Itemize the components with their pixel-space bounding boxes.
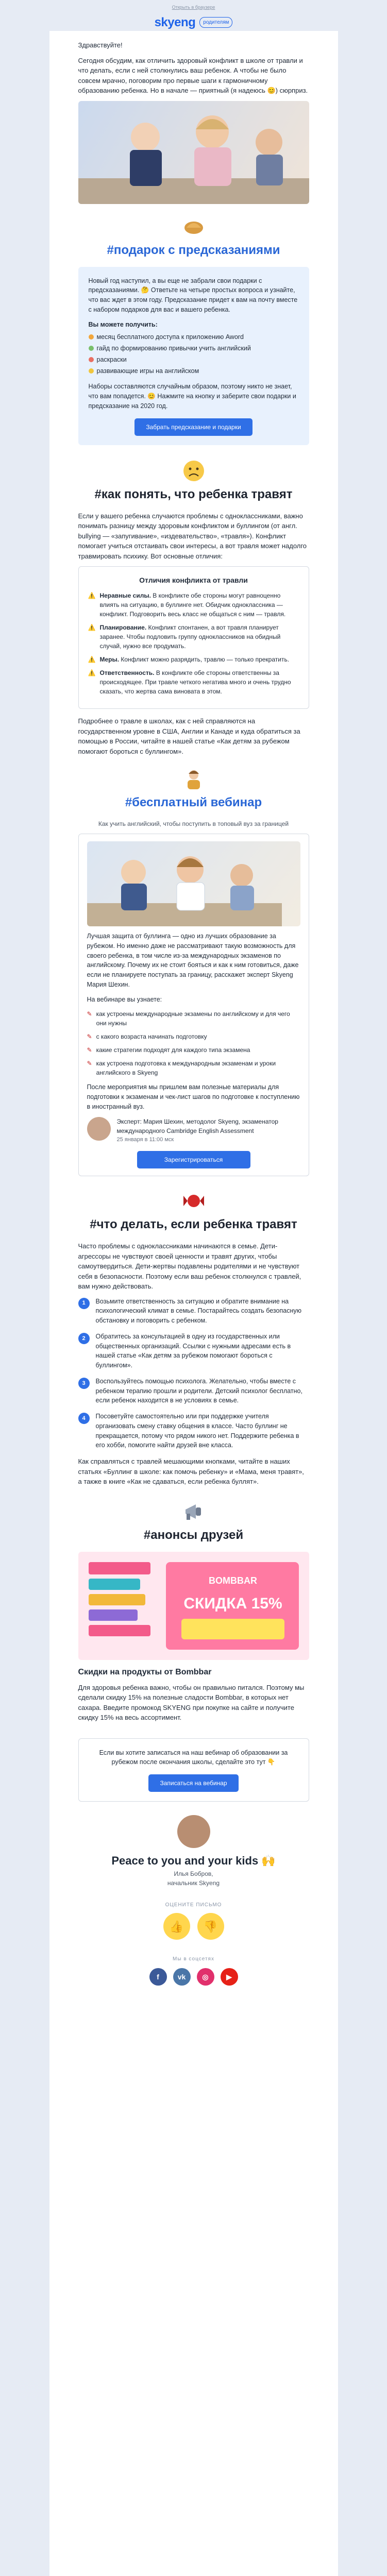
email-header [0, 0, 387, 31]
webinar-box [78, 834, 309, 1176]
greeting: Здравствуйте! [78, 41, 123, 49]
webinar-subtitle: Как учить английский, чтобы поступить в топовый вуз за границей [98, 820, 289, 827]
list-item: месяц бесплатного доступа к приложению Aword [89, 332, 299, 342]
bullying-title: #как понять, что ребенка травят [94, 487, 293, 501]
rate-label: ОЦЕНИТЕ ПИСЬМО [165, 1902, 222, 1908]
avatar [87, 1117, 111, 1141]
pencil-icon: ✎ [87, 1060, 92, 1067]
instagram-icon[interactable]: ◎ [197, 1968, 214, 1986]
what-to-do-text: Часто проблемы с одноклассниками начинаются в семье. Дети-агрессоры не чувствуют своей ценности и травят других, чтобы самоутвердиться. Дети-жертвы подавлены родителями и не чувствуют себя в безопасности. Поэтому если ваш ребенок столкнулся с травлей, вам нужно действовать. [78, 1242, 301, 1290]
bullet-icon [89, 368, 94, 374]
warning-icon: ⚠️ [88, 669, 96, 676]
step-number: 2 [78, 1333, 90, 1344]
dislike-button[interactable]: 👎 [197, 1913, 224, 1940]
list-item: 3 Воспользуйтесь помощью психолога. Желательно, чтобы вместе с ребенком терапию прошли и родители. Детский психолог бесплатно, если ребенок находится в не условиях в семье. [78, 1377, 309, 1405]
what-to-do-articles: Как справляться с травлей мешающими кнопками, читайте в наших статьях «Буллинг в школе: как помочь ребенку» и «Мама, меня травят», а также в книге «Как не сдаваться, если ребенка буллят». [78, 1458, 304, 1485]
list-item: ⚠️ Ответственность. В конфликте обе стороны ответственны за происходящее. При травле четкого негатива много и очень трудно сказать, что жертва сама виновата в этом. [88, 669, 291, 695]
webinar-text: Лучшая защита от буллинга — одно из лучших образование за рубежом. Но именно даже не рассматривают такую возможность для своего ребенка, в том числе из-за международных экзаменов по английскому. Почему их не стоит бояться и как к ним готовиться, даже если не планируете поступать за границу, расскажет эксперт Skyeng Мария Шехин. [87, 933, 299, 988]
like-button[interactable]: 👍 [163, 1913, 190, 1940]
warning-icon: ⚠️ [88, 592, 96, 599]
signer-name: Илья Бобров, [174, 1870, 213, 1877]
get-gift-button[interactable]: Забрать предсказание и подарки [134, 418, 252, 436]
bombbar-heading: Скидки на продукты от Bombbar [78, 1667, 212, 1676]
step-number: 3 [78, 1378, 90, 1389]
pencil-icon: ✎ [87, 1010, 92, 1018]
sad-face-icon [78, 460, 309, 482]
bullet-icon [89, 334, 94, 340]
webinar-date: 25 января в 11:00 мск [116, 1136, 174, 1143]
parents-badge: родителям [199, 17, 232, 28]
social-label: Мы в соцсетях [173, 1956, 214, 1962]
teacher-icon [78, 768, 309, 790]
gift-box [78, 267, 309, 445]
footer-title: Peace to you and your kids 🙌 [111, 1854, 276, 1867]
pencil-icon: ✎ [87, 1033, 92, 1041]
step-number: 4 [78, 1413, 90, 1424]
list-item: раскраски [89, 355, 299, 365]
pencil-icon: ✎ [87, 1046, 92, 1054]
webinar-photo [87, 841, 300, 926]
list-item: ✎ с какого возраста начинать подготовку [87, 1033, 207, 1041]
classroom-image [78, 101, 309, 204]
rate-buttons [78, 1913, 309, 1940]
students-image [87, 841, 282, 926]
facebook-icon[interactable]: f [149, 1968, 167, 1986]
list-item: гайд по формированию привычки учить английский [89, 344, 299, 353]
expert-info: Эксперт: Мария Шехин, методолог Skyeng, экзаменатор международного Cambridge English Assessment [116, 1117, 278, 1134]
webinar-signup-box [78, 1738, 309, 1802]
banner-discount: СКИДКА 15% [183, 1595, 282, 1612]
fortune-cookie-icon [78, 215, 309, 238]
step-number: 1 [78, 1298, 90, 1309]
bullying-text: Если у вашего ребенка случаются проблемы с одноклассниками, важно понимать разницу между здоровым конфликтом и буллингом (от англ. bullying — «запугивание», «издевательство», «травля»). Конфликт помогает учиться отстаивать свои интересы, а вот травля может надолго травмировать психику. Вот основные отличия: [78, 512, 307, 560]
gift-list [89, 332, 299, 376]
gift-text: Новый год наступил, а вы еще не забрали свои подарки с предсказаниями. 🤔 Ответьте на четыре простых вопроса и узнайте, что вас ждет в этом году. Предсказание придет к вам на почту вместе с набором подарков для вас и вашего ребенка. [88, 277, 298, 313]
list-item: 2 Обратитесь за консультацией в одну из государственных или общественных организаций. Ссылки с нужными адресами есть в нашей статье «Как детям за рубежом помогают бороться с буллингом». [78, 1332, 309, 1370]
list-item: 4 Посоветуйте самостоятельно или при поддержке учителя организовать смену ставку общения в классе. Часто буллинг не прекращается, потому что рядом никого нет. Поддержите ребенка в его хобби, помогите найти друзей вне класса. [78, 1412, 309, 1450]
signup-webinar-button[interactable]: Записаться на вебинар [148, 1774, 238, 1792]
steps-list [78, 1297, 309, 1451]
webinar-list [87, 1009, 300, 1077]
signer-role: начальник Skyeng [167, 1879, 220, 1887]
list-item: ✎ как устроена подготовка к международным экзаменам и уроки английского в Skyeng [87, 1060, 276, 1077]
list-item: ⚠️ Меры. Конфликт можно разрядить, травлю — только прекратить. [88, 656, 290, 663]
bullet-icon [89, 346, 94, 351]
list-item: ⚠️ Планирование. Конфликт спонтанен, а вот травля планирует заранее. Чтобы подловить группу одноклассников на обидный случай, нужно все продумать. [88, 624, 281, 650]
gift-text-2: Наборы составляются случайным образом, поэтому никто не знает, что вам попадется. 😊 Нажмите на кнопку и заберите свои подарки и предсказание на 2020 год. [88, 383, 296, 410]
gift-list-title: Вы можете получить: [88, 320, 158, 328]
gift-title: #подарок с предсказаниями [107, 243, 280, 257]
signer-avatar [78, 1815, 309, 1848]
expert-block [87, 1117, 300, 1144]
youtube-icon[interactable]: ▶ [221, 1968, 238, 1986]
box-title: Отличия конфликта от травли [139, 576, 248, 584]
intro-photo [78, 101, 309, 204]
vk-icon[interactable]: vk [173, 1968, 191, 1986]
warning-icon: ⚠️ [88, 624, 96, 631]
social-links [78, 1968, 309, 1986]
list-item: ✎ какие стратегии подходят для каждого типа экзамена [87, 1046, 250, 1054]
banner-brand: BOMBBAR [208, 1575, 257, 1586]
bullet-icon [89, 357, 94, 362]
bombbar-text: Для здоровья ребенка важно, чтобы он правильно питался. Поэтому мы сделали скидку 15% на полезные сладости Bombbar, в которых нет сахара. Введите промокод SKYENG при покупке на сайте и получите скидку 15% на весь ассортимент. [78, 1683, 305, 1721]
megaphone-icon [78, 1500, 309, 1523]
bombbar-banner[interactable] [78, 1552, 309, 1660]
list-item: 1 Возьмите ответственность за ситуацию и обратите внимание на психологический климат в семье. Постарайтесь создать безопасную обстановку и поговорить с ребенком. [78, 1297, 309, 1326]
webinar-title: #бесплатный вебинар [125, 795, 262, 809]
skyeng-logo[interactable]: skyeng [154, 15, 196, 29]
open-in-browser-link[interactable]: Открыть в браузере [172, 5, 215, 10]
warning-icon: ⚠️ [88, 656, 96, 663]
list-item: ✎ как устроены международные экзамены по английскому и для чего они нужны [87, 1010, 290, 1027]
webinar-after-text: После мероприятия мы пришлем вам полезные материалы для подготовки к экзаменам и чек-лист шагов по подготовке к поступлению в иностранный вуз. [87, 1083, 300, 1110]
bombbar-banner-image [78, 1552, 309, 1660]
conflict-vs-bullying-box [78, 566, 309, 709]
intro-text: Сегодня обсудим, как отличить здоровый конфликт в школе от травли и что делать, если с ней столкнулись ваш ребенок. А чтобы не было совсем мрачно, поговорим про первые шаги к гармоничному образованию ребенка. Но в начале — приятный (я надеюсь 😊) сюрприз. [78, 56, 308, 94]
red-bow-icon [78, 1190, 309, 1212]
list-item: ⚠️ Неравные силы. В конфликте обе стороны могут равноценно влиять на ситуацию, в буллинге нет. Обидчик одноклассника — конфликт. Подговорить весь класс не общаться с ним — травля. [88, 592, 286, 618]
list-item: развивающие игры на английском [89, 366, 299, 376]
what-to-do-title: #что делать, если ребенка травят [90, 1217, 297, 1231]
signup-text: Если вы хотите записаться на наш вебинар об образовании за рубежом после окончания школы, сделайте это тут 👇 [99, 1749, 288, 1766]
friends-title: #анонсы друзей [143, 1528, 244, 1542]
email-card [49, 31, 338, 2576]
bullying-article-text: Подробнее о травле в школах, как с ней справляются на государственном уровне в США, Англии и Канаде и куда обратиться за помощью в России, читайте в нашей статье «Как детям за рубежом помогают бороться с буллингом». [78, 717, 300, 755]
register-button[interactable]: Зарегистрироваться [137, 1151, 250, 1168]
webinar-learn-label: На вебинаре вы узнаете: [87, 995, 162, 1003]
